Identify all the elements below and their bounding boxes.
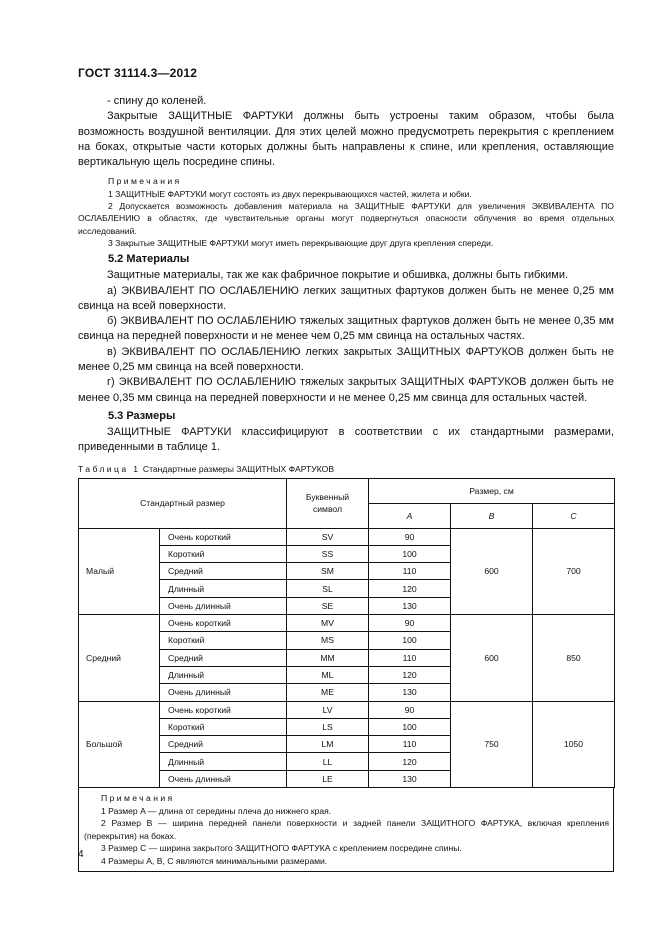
dim-b-cell: 750 <box>451 701 533 787</box>
symbol-cell: SV <box>287 528 369 545</box>
size-name-cell: Короткий <box>160 632 287 649</box>
symbol-cell: LL <box>287 753 369 770</box>
size-group-cell: Малый <box>79 528 160 614</box>
size-name-cell: Очень длинный <box>160 684 287 701</box>
paragraph: в) ЭКВИВАЛЕНТ ПО ОСЛАБЛЕНИЮ легких закрытых ЗАЩИТНЫХ ФАРТУКОВ должен быть не менее 0,25 мм свинца на всей поверхности. <box>78 345 614 374</box>
table-body <box>79 528 615 787</box>
dim-a-cell: 100 <box>369 545 451 562</box>
table-row <box>79 615 615 632</box>
page-content <box>78 94 614 872</box>
size-name-cell: Длинный <box>160 666 287 683</box>
size-name-cell: Длинный <box>160 753 287 770</box>
note-item: 3 Закрытые ЗАЩИТНЫЕ ФАРТУКИ могут иметь перекрывающие друг друга крепления спереди. <box>108 237 494 248</box>
table-row <box>79 528 615 545</box>
table-note: 4 Размеры A, B, C являются минимальными размерами. <box>101 855 328 866</box>
notes-block <box>78 175 614 249</box>
table-caption-text: Стандартные размеры ЗАЩИТНЫХ ФАРТУКОВ <box>142 463 335 474</box>
size-name-cell: Длинный <box>160 580 287 597</box>
dim-a-cell: 110 <box>369 649 451 666</box>
symbol-cell: MM <box>287 649 369 666</box>
dim-c-cell: 700 <box>533 528 615 614</box>
paragraph: г) ЭКВИВАЛЕНТ ПО ОСЛАБЛЕНИЮ тяжелых закрытых ЗАЩИТНЫХ ФАРТУКОВ должен быть не менее 0,35 мм свинца на передней поверхности и не менее 0,25 мм свинца для остальных частей. <box>78 376 614 404</box>
size-name-cell: Средний <box>160 736 287 753</box>
symbol-cell: ML <box>287 666 369 683</box>
note-item: 1 ЗАЩИТНЫЕ ФАРТУКИ могут состоять из двух перекрывающихся частей, жилета и юбки. <box>108 188 472 199</box>
size-name-cell: Очень короткий <box>160 615 287 632</box>
paragraph: Защитные материалы, так же как фабричное покрытие и обшивка, должны быть гибкими. <box>107 269 569 282</box>
size-name-cell: Средний <box>160 563 287 580</box>
symbol-cell: LM <box>287 736 369 753</box>
symbol-cell: SL <box>287 580 369 597</box>
table-note: 1 Размер A — длина от середины плеча до нижнего края. <box>101 805 332 816</box>
section-heading-sizes: 5.3 Размеры <box>108 409 176 422</box>
header-c: C <box>533 503 615 528</box>
header-letter-symbol <box>287 478 369 528</box>
symbol-cell: ME <box>287 684 369 701</box>
dim-a-cell: 130 <box>369 597 451 614</box>
paragraph: б) ЭКВИВАЛЕНТ ПО ОСЛАБЛЕНИЮ тяжелых защитных фартуков должен быть не менее 0,35 мм свинца на передней поверхности и не менее чем 0,25 мм свинца на остальных частях. <box>78 315 614 343</box>
header-b: B <box>451 503 533 528</box>
page-number: 4 <box>78 849 84 860</box>
table-row <box>79 701 615 718</box>
symbol-cell: LS <box>287 718 369 735</box>
symbol-cell: SM <box>287 563 369 580</box>
symbol-cell: MS <box>287 632 369 649</box>
dim-a-cell: 120 <box>369 666 451 683</box>
sizes-table <box>78 478 615 788</box>
paragraph: - спину до коленей. <box>107 95 207 107</box>
dim-a-cell: 130 <box>369 684 451 701</box>
symbol-cell: SS <box>287 545 369 562</box>
size-group-cell: Средний <box>79 615 160 701</box>
dim-a-cell: 90 <box>369 701 451 718</box>
symbol-cell: LE <box>287 770 369 787</box>
table-note: 3 Размер C — ширина закрытого ЗАЩИТНОГО ФАРТУКА с креплением посредине спины. <box>101 843 462 854</box>
size-name-cell: Очень короткий <box>160 528 287 545</box>
symbol-cell: MV <box>287 615 369 632</box>
document-header: ГОСТ 31114.3—2012 <box>78 66 198 80</box>
size-name-cell: Очень длинный <box>160 770 287 787</box>
paragraph: а) ЭКВИВАЛЕНТ ПО ОСЛАБЛЕНИЮ легких защитных фартуков должен быть не менее 0,25 мм свинца на всей поверхности. <box>78 284 614 312</box>
dim-a-cell: 120 <box>369 580 451 597</box>
dim-a-cell: 90 <box>369 615 451 632</box>
size-name-cell: Очень длинный <box>160 597 287 614</box>
size-name-cell: Средний <box>160 649 287 666</box>
table-caption <box>78 464 614 474</box>
note-item: 2 Допускается возможность добавления материала на ЗАЩИТНЫЕ ФАРТУКИ для увеличения ЭКВИВАЛЕНТА ПО ОСЛАБЛЕНИЮ в областях, где чувствительные органы могут подвергнуться опасности облучения во время отдельных исследований. <box>78 201 614 236</box>
dim-a-cell: 100 <box>369 632 451 649</box>
size-group-cell: Большой <box>79 701 160 787</box>
size-name-cell: Очень короткий <box>160 701 287 718</box>
table-notes <box>78 788 614 872</box>
paragraph: Закрытые ЗАЩИТНЫЕ ФАРТУКИ должны быть устроены таким образом, чтобы была возможность воздушной вентиляции. Для этих целей можно предусмотреть перекрытия с креплением на боках, открытые части которых должны быть направлены к спине, или крепления, оставляющие вертикальную щель посредине спины. <box>78 110 614 169</box>
dim-b-cell: 600 <box>451 528 533 614</box>
dim-c-cell: 850 <box>533 615 615 701</box>
dim-a-cell: 90 <box>369 528 451 545</box>
dim-a-cell: 130 <box>369 770 451 787</box>
symbol-cell: LV <box>287 701 369 718</box>
dim-a-cell: 110 <box>369 736 451 753</box>
notes-title: Примечания <box>108 176 182 187</box>
dim-a-cell: 100 <box>369 718 451 735</box>
symbol-cell: SE <box>287 597 369 614</box>
section-heading-materials: 5.2 Материалы <box>108 253 190 266</box>
dim-b-cell: 600 <box>451 615 533 701</box>
dim-a-cell: 110 <box>369 563 451 580</box>
table-caption-label: Таблица 1 <box>78 463 141 474</box>
header-standard-size: Стандартный размер <box>79 478 287 528</box>
table-note: 2 Размер B — ширина передней панели поверхности и задней панели ЗАЩИТНОГО ФАРТУКА, включая крепления (перекрытия) на боках. <box>84 818 609 841</box>
table-notes-title: Примечания <box>101 792 175 803</box>
paragraph: ЗАЩИТНЫЕ ФАРТУКИ классифицируют в соответствии с их стандартными размерами, приведенными в таблице 1. <box>78 425 614 454</box>
dim-c-cell: 1050 <box>533 701 615 787</box>
header-dimensions: Размер, см <box>369 478 615 503</box>
header-letter-symbol-text: Буквенный символ <box>305 492 350 515</box>
size-name-cell: Короткий <box>160 718 287 735</box>
size-name-cell: Короткий <box>160 545 287 562</box>
header-a: A <box>369 503 451 528</box>
dim-a-cell: 120 <box>369 753 451 770</box>
